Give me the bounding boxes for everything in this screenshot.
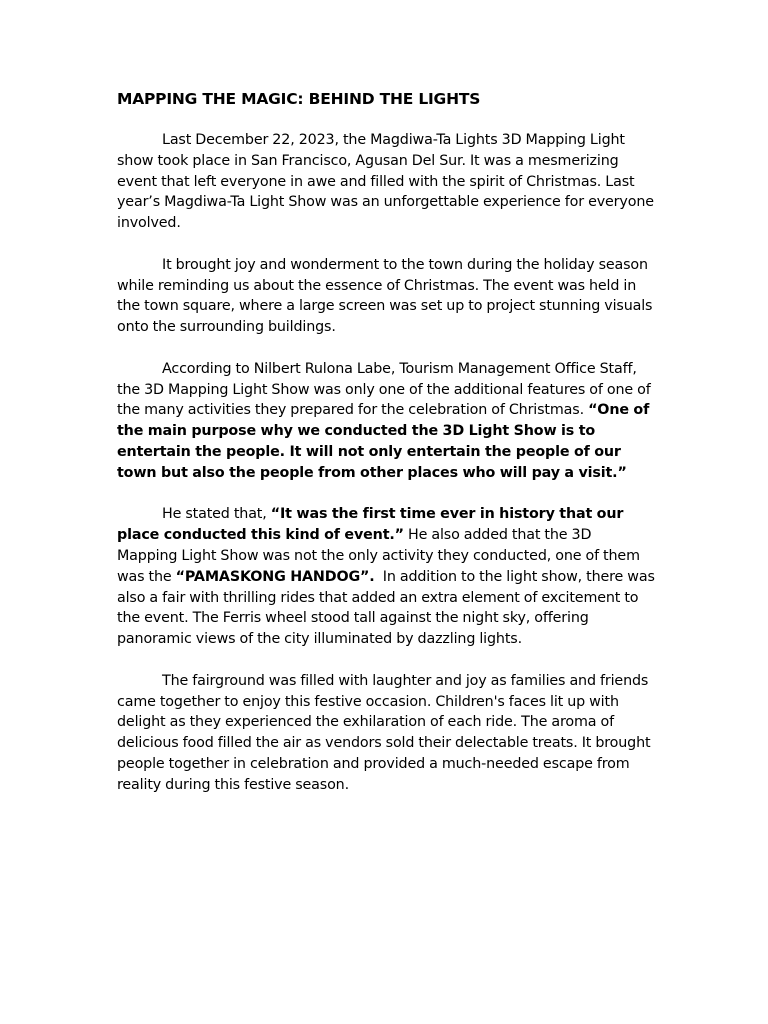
paragraph-2	[117, 255, 655, 338]
quote-text: “It was the first time ever in history that our place conducted this kind of event.”	[117, 506, 624, 544]
quote-text: “One of the main purpose why we conducted the 3D Light Show is to entertain the people. It will not only entertain the people of our town but also the people from other places who will pay a visit.”	[117, 402, 650, 481]
paragraph-text: Last December 22, 2023, the Magdiwa-Ta Lights 3D Mapping Light show took place in San Francisco, Agusan Del Sur. It was a mesmerizing event that left everyone in awe and filled with the spirit of Christmas. Last year’s Magdiwa-Ta Light Show was an unforgettable experience for everyone involved.	[117, 132, 654, 232]
paragraph-text: The fairground was filled with laughter and joy as families and friends came together to enjoy this festive occasion. Children's faces lit up with delight as they experienced the exhilaration of each ride. The aroma of delicious food filled the air as vendors sold their delectable treats. It brought people together in celebration and provided a much-needed escape from reality during this festive season.	[117, 672, 651, 793]
paragraph-text: It brought joy and wonderment to the town during the holiday season while reminding us about the essence of Christmas. The event was held in the town square, where a large screen was set up to project stunning visuals onto the surrounding buildings.	[117, 256, 653, 336]
paragraph-3	[117, 359, 655, 484]
paragraph-text: He also added that the 3D Mapping Light Show was not the only activity they conducted, one of them was the	[117, 527, 640, 585]
event-name-text: “PAMASKONG HANDOG”.	[175, 568, 375, 585]
paragraph-text: In addition to the light show, there was also a fair with thrilling rides that added an extra element of excitement to the event. The Ferris wheel stood tall against the night sky, offering panoramic views of the city illuminated by dazzling lights.	[117, 568, 659, 648]
paragraph-text: He stated that,	[162, 506, 271, 523]
document-title: MAPPING THE MAGIC: BEHIND THE LIGHTS	[117, 90, 481, 108]
paragraph-1	[117, 130, 655, 234]
document-page	[117, 88, 659, 816]
paragraph-4	[117, 504, 659, 650]
paragraph-text: According to Nilbert Rulona Labe, Tourism Management Office Staff, the 3D Mapping Light Show was only one of the additional features of one of the many activities they prepared for the celebration of Christmas.	[117, 360, 651, 419]
paragraph-5	[117, 671, 655, 796]
